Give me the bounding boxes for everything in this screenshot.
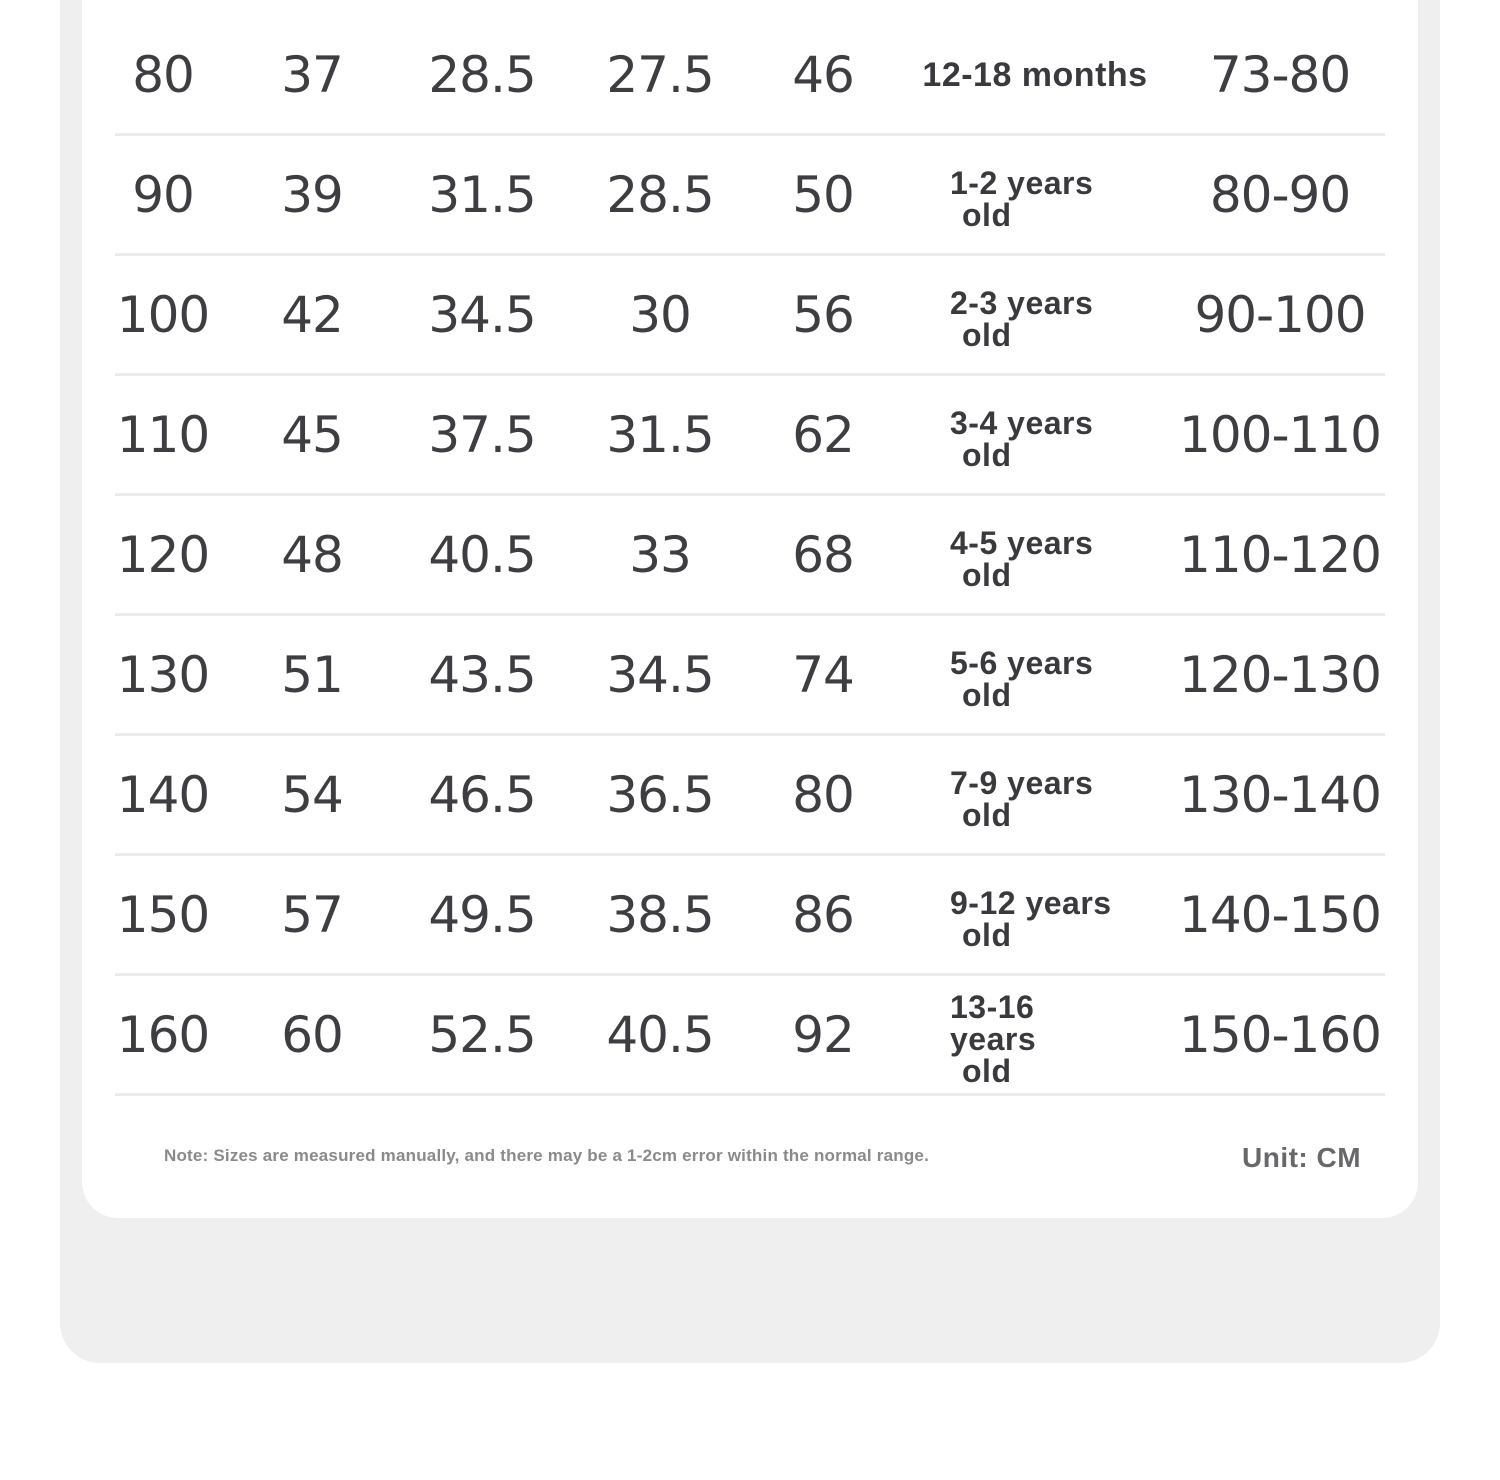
measurement-note: Note: Sizes are measured manually, and there may be a 1-2cm error within the normal range.	[164, 1146, 929, 1165]
measure-cell: 40.5	[428, 526, 536, 584]
measure-cell: 49.5	[428, 886, 536, 944]
age-cell	[900, 615, 1170, 735]
age-cell	[900, 255, 1170, 375]
age-line-2: old	[962, 1053, 1012, 1089]
age-cell: 12-18 months	[922, 56, 1148, 94]
measure-cell: 42	[281, 286, 343, 344]
measure-cell: 36.5	[606, 766, 714, 824]
measure-cell: 56	[792, 286, 854, 344]
age-label	[950, 159, 1120, 231]
age-line-1: 4-5 years	[950, 525, 1094, 561]
table-row	[115, 15, 1385, 135]
table-row	[115, 135, 1385, 255]
age-line-2: old	[962, 677, 1012, 713]
measure-cell: 31.5	[428, 166, 536, 224]
measure-cell: 74	[792, 646, 854, 704]
table-row	[115, 255, 1385, 375]
age-line-1: 1-2 years	[950, 165, 1094, 201]
measure-cell: 43.5	[428, 646, 536, 704]
age-line-1: 13-16 years	[950, 989, 1037, 1057]
size-cell: 90	[132, 166, 194, 224]
measure-cell: 28.5	[428, 46, 536, 104]
measure-cell: 62	[792, 406, 854, 464]
age-label	[950, 879, 1120, 951]
measure-cell: 51	[281, 646, 343, 704]
measure-cell: 80	[792, 766, 854, 824]
height-range-cell: 80-90	[1209, 166, 1351, 224]
age-line-2: old	[962, 197, 1012, 233]
age-label	[950, 759, 1120, 831]
measure-cell: 37	[281, 46, 343, 104]
measure-cell: 37.5	[428, 406, 536, 464]
measure-cell: 34.5	[428, 286, 536, 344]
measure-cell: 33	[629, 526, 691, 584]
height-range-cell: 100-110	[1179, 406, 1381, 464]
measure-cell: 48	[281, 526, 343, 584]
measure-cell: 28.5	[606, 166, 714, 224]
measure-cell: 86	[792, 886, 854, 944]
table-row	[115, 375, 1385, 495]
size-cell: 120	[116, 526, 210, 584]
measure-cell: 92	[792, 1006, 854, 1064]
height-range-cell: 120-130	[1179, 646, 1381, 704]
age-line-1: 9-12 years	[950, 885, 1112, 921]
size-cell: 80	[132, 46, 194, 104]
height-range-cell: 90-100	[1194, 286, 1366, 344]
size-cell: 140	[116, 766, 210, 824]
size-table	[115, 15, 1385, 1095]
age-label	[950, 279, 1120, 351]
measure-cell: 38.5	[606, 886, 714, 944]
height-range-cell: 140-150	[1179, 886, 1381, 944]
measure-cell: 52.5	[428, 1006, 536, 1064]
age-line-2: old	[962, 317, 1012, 353]
size-cell: 100	[116, 286, 210, 344]
measure-cell: 60	[281, 1006, 343, 1064]
table-row	[115, 975, 1385, 1095]
age-line-1: 3-4 years	[950, 405, 1094, 441]
age-line-2: old	[962, 437, 1012, 473]
size-cell: 130	[116, 646, 210, 704]
measure-cell: 27.5	[606, 46, 714, 104]
table-row	[115, 495, 1385, 615]
measure-cell: 46	[792, 46, 854, 104]
measure-cell: 40.5	[606, 1006, 714, 1064]
table-row	[115, 855, 1385, 975]
table-row	[115, 615, 1385, 735]
age-label	[950, 519, 1120, 591]
measure-cell: 50	[792, 166, 854, 224]
measure-cell: 30	[629, 286, 691, 344]
age-cell	[900, 735, 1170, 855]
measure-cell: 68	[792, 526, 854, 584]
age-line-1: 5-6 years	[950, 645, 1094, 681]
age-cell	[900, 975, 1170, 1095]
measure-cell: 39	[281, 166, 343, 224]
size-cell: 160	[116, 1006, 210, 1064]
height-range-cell: 110-120	[1179, 526, 1381, 584]
measure-cell: 46.5	[428, 766, 536, 824]
age-line-2: old	[962, 557, 1012, 593]
height-range-cell: 150-160	[1179, 1006, 1381, 1064]
age-cell	[900, 495, 1170, 615]
age-cell	[900, 855, 1170, 975]
measure-cell: 31.5	[606, 406, 714, 464]
measure-cell: 54	[281, 766, 343, 824]
age-label	[950, 399, 1120, 471]
age-line-1: 2-3 years	[950, 285, 1094, 321]
size-cell: 150	[116, 886, 210, 944]
age-line-2: old	[962, 797, 1012, 833]
size-cell: 110	[116, 406, 210, 464]
age-label	[950, 983, 1120, 1087]
age-label	[950, 639, 1120, 711]
height-range-cell: 130-140	[1179, 766, 1381, 824]
table-row	[115, 735, 1385, 855]
age-cell	[900, 135, 1170, 255]
height-range-cell: 73-80	[1209, 46, 1351, 104]
measure-cell: 57	[281, 886, 343, 944]
unit-label: Unit: CM	[1242, 1142, 1362, 1173]
measure-cell: 34.5	[606, 646, 714, 704]
age-line-1: 7-9 years	[950, 765, 1094, 801]
measure-cell: 45	[281, 406, 343, 464]
age-cell	[900, 375, 1170, 495]
age-line-2: old	[962, 917, 1012, 953]
